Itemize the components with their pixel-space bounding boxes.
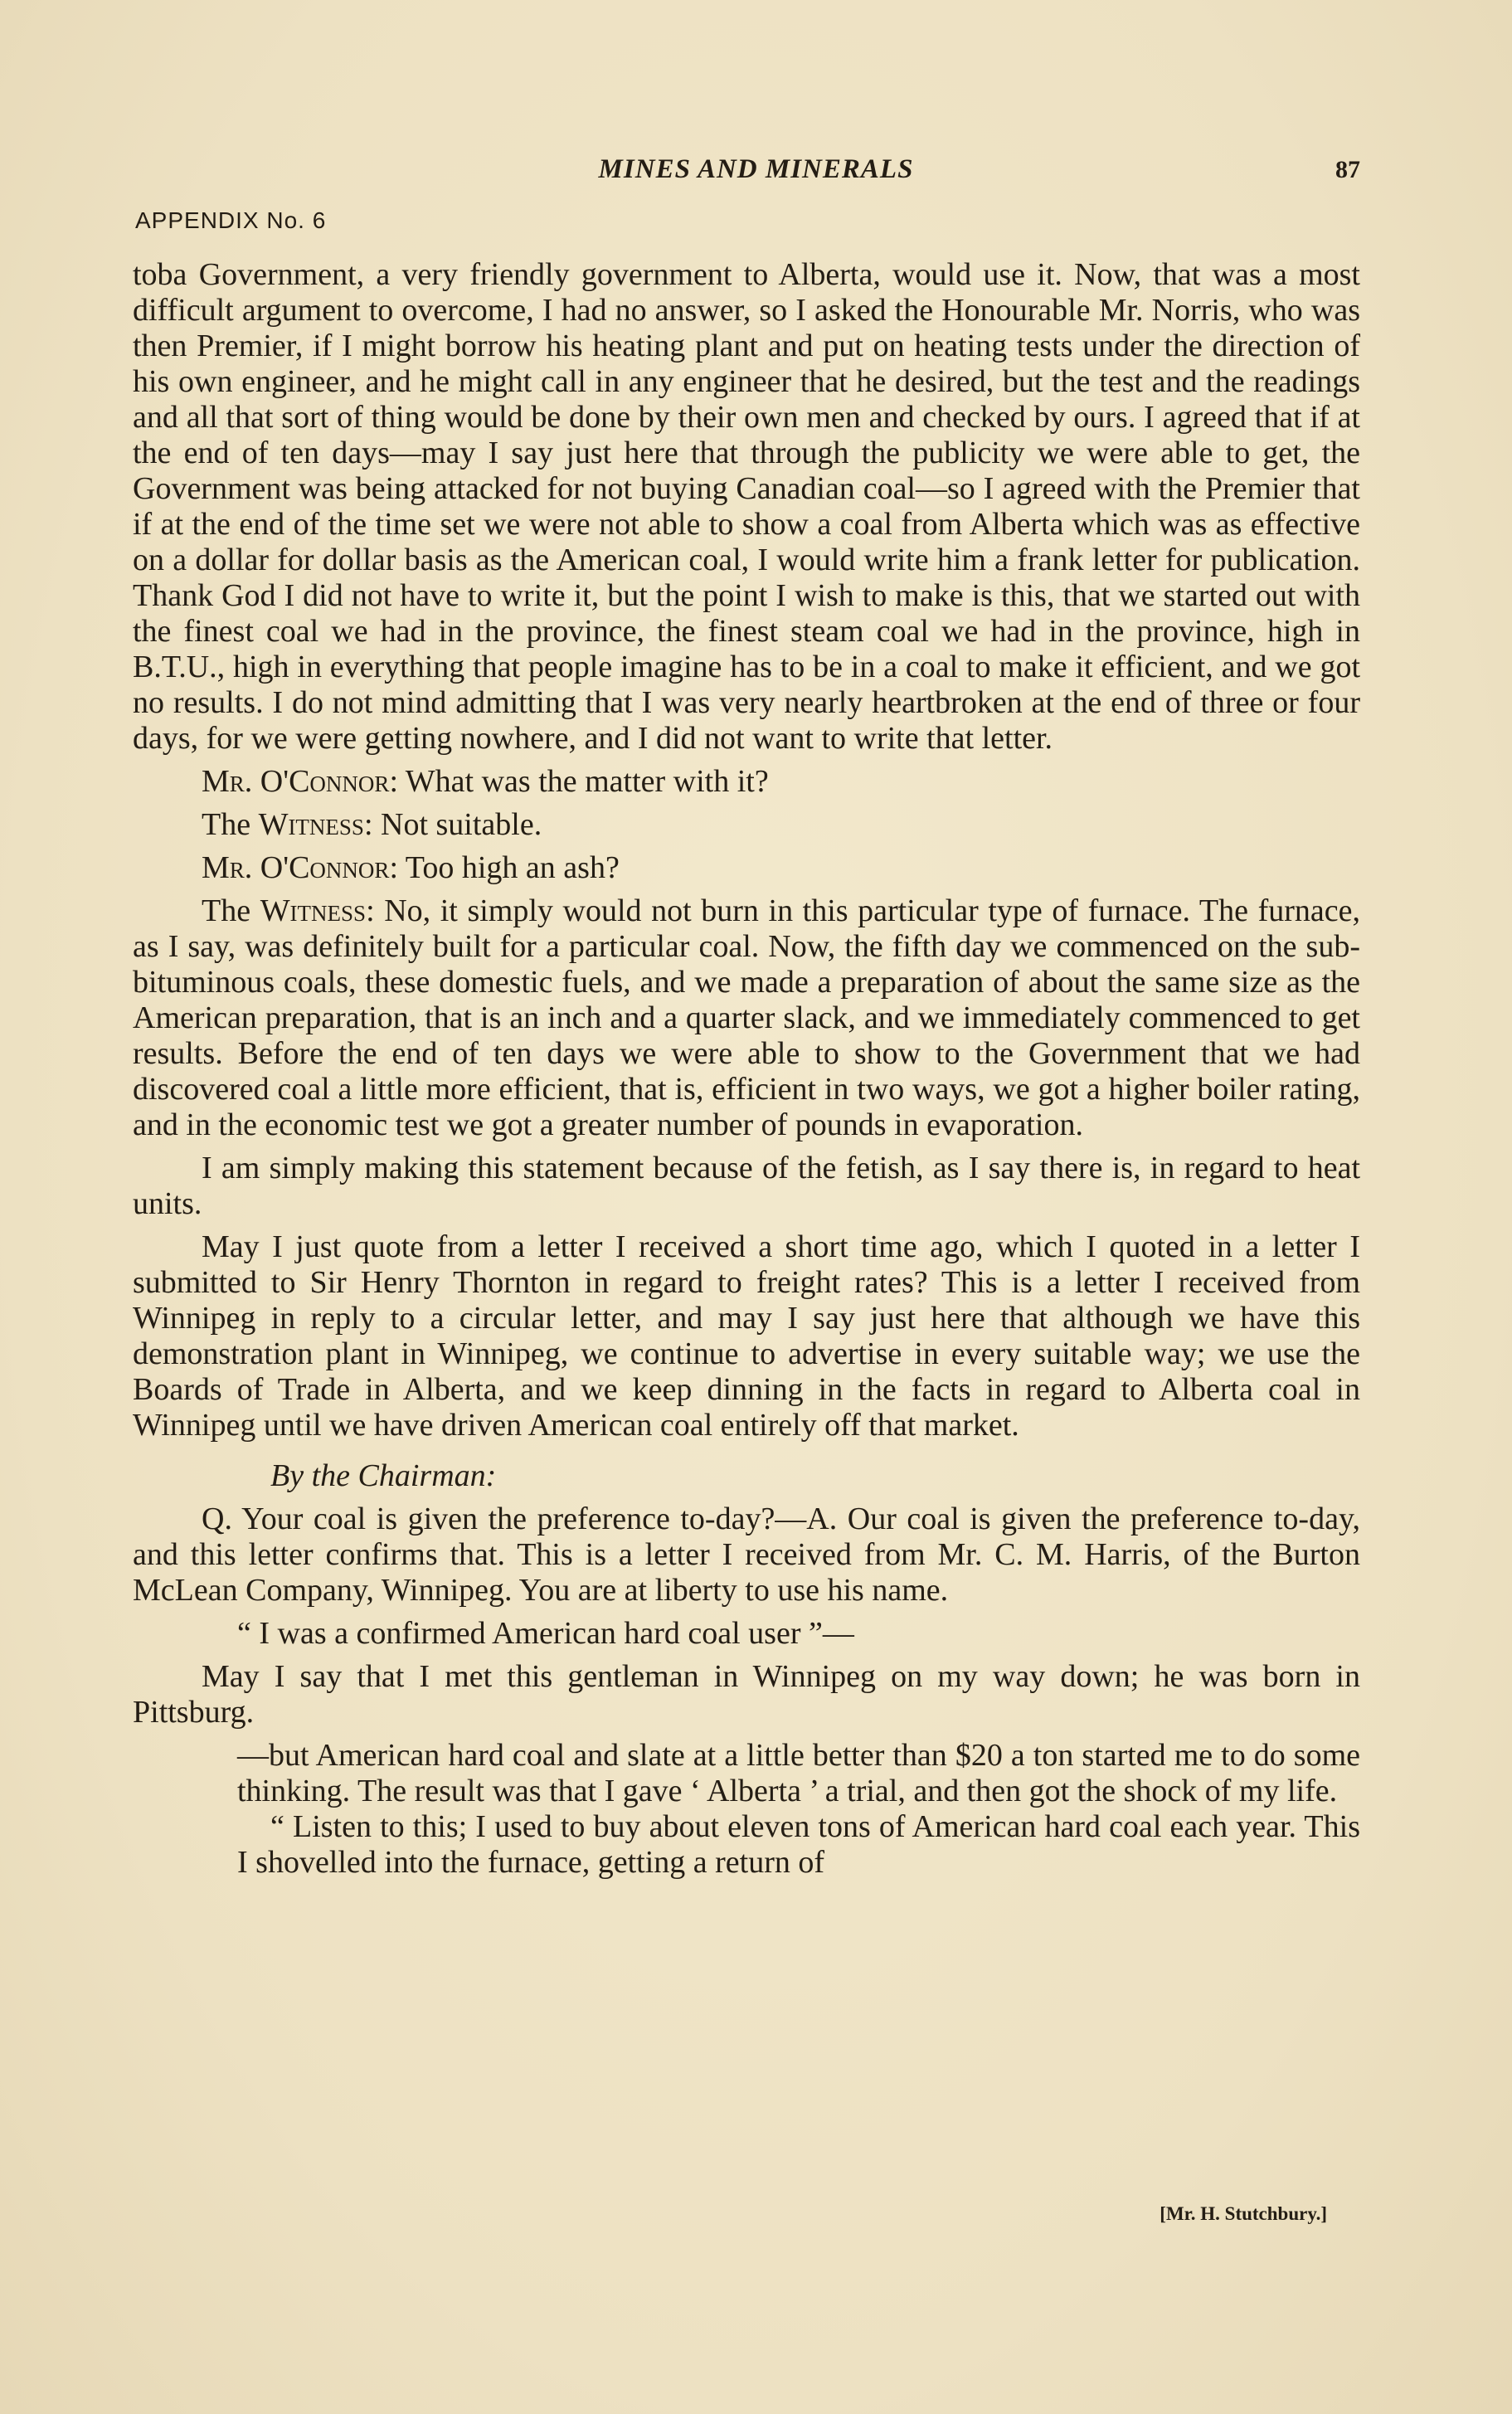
paragraph: May I say that I met this gentleman in Winnipeg on my way down; he was born in Pittsburg.: [133, 1659, 1360, 1730]
dialogue-line: [133, 893, 1360, 1143]
dialogue-text: : Too high an ash?: [389, 850, 620, 885]
speaker-note: [Mr. H. Stutchbury.]: [1160, 2203, 1327, 2224]
paragraph: May I just quote from a letter I received a short time ago, which I quoted in a letter I submitted to Sir Henry Thornton in regard to freight rates? This is a letter I received from Winnipeg in reply to a circular letter, and may I say just here that although we have this demonstration plant in Winnipeg, we continue to advertise in every suitable way; we use the Boards of Trade in Alberta, and we keep dinning in the facts in regard to Alberta coal in Winnipeg until we have driven American coal entirely off that market.: [133, 1229, 1360, 1443]
speaker-name: Mr. O'Connor: [202, 764, 390, 799]
paragraph: “ I was a confirmed American hard coal user ”—: [237, 1616, 854, 1651]
paragraph: toba Government, a very friendly government to Alberta, would use it. Now, that was a most difficult argument to overcome, I had no answer, so I asked the Honourable Mr. Norris, who was then Premier, if I might borrow his heating plant and put on heating tests under the direction of his own engineer, and he might call in any engineer that he desired, but the test and the readings and all that sort of thing would be done by their own men and checked by ours. I agreed that if at the end of ten days—may I say just here that through the publicity we were able to get, the Government was being attacked for not buying Canadian coal—so I agreed with the Premier that if at the end of the time set we were not able to show a coal from Alberta which was as effective on a dollar for dollar basis as the American coal, I would write him a frank letter for publication. Thank God I did not have to write it, but the point I wish to make is this, that we started out with the finest coal we had in the province, the finest steam coal we had in the province, high in B.T.U., high in everything that people imagine has to be in a coal to make it efficient, and we got no results. I do not mind admitting that I was very nearly heartbroken at the end of three or four days, for we were getting nowhere, and I did not want to write that letter.: [133, 257, 1360, 756]
paragraph: Q. Your coal is given the preference to-day?—A. Our coal is given the preference to-day, and this letter confirms that. This is a letter I received from Mr. C. M. Harris, of the Burton McLean Company, Winnipeg. You are at liberty to use his name.: [133, 1501, 1360, 1608]
running-head: [0, 154, 1512, 196]
body-text: [133, 257, 1360, 1881]
dialogue-text: : What was the matter with it?: [389, 764, 769, 799]
speaker-prefix: The: [202, 807, 259, 842]
dialogue-text: : No, it simply would not burn in this particular type of furnace. The furnace, as I say, was definitely built for a particular coal. Now, the fifth day we commenced on the sub-bituminous coals, these domestic fuels, and we made a preparation of about the same size as the American preparation, that is an inch and a quarter slack, and we immediately commenced to get results. Before the end of ten days we were able to show to the Government that we had discovered coal a little more efficient, that is, efficient in two ways, we got a higher boiler rating, and in the economic test we got a greater number of pounds in evaporation.: [133, 893, 1361, 1142]
block-quote: [133, 1738, 1360, 1881]
speaker-prefix: The: [202, 893, 260, 928]
paragraph: I am simply making this statement because of the fetish, as I say there is, in regard to heat units.: [133, 1151, 1360, 1221]
section-heading: By the Chairman:: [270, 1458, 497, 1493]
dialogue-line: [133, 807, 1360, 843]
speaker-name: Witness: [258, 807, 364, 842]
dialogue-text: : Not suitable.: [363, 807, 542, 842]
dialogue-line: [133, 764, 1360, 800]
page-number: 87: [1335, 156, 1360, 183]
running-title: MINES AND MINERALS: [598, 154, 914, 184]
speaker-name: Witness: [260, 893, 367, 928]
dialogue-line: [133, 850, 1360, 886]
speaker-name: Mr. O'Connor: [202, 850, 390, 885]
quote-paragraph: —but American hard coal and slate at a little better than $20 a ton started me to do some thinking. The result was that I gave ‘ Alberta ’ a trial, and then got the shock of my life.: [237, 1738, 1360, 1808]
appendix-label: APPENDIX No. 6: [135, 207, 327, 233]
quote-paragraph: “ Listen to this; I used to buy about eleven tons of American hard coal each year. This I shovelled into the furnace, getting a return of: [237, 1809, 1360, 1880]
